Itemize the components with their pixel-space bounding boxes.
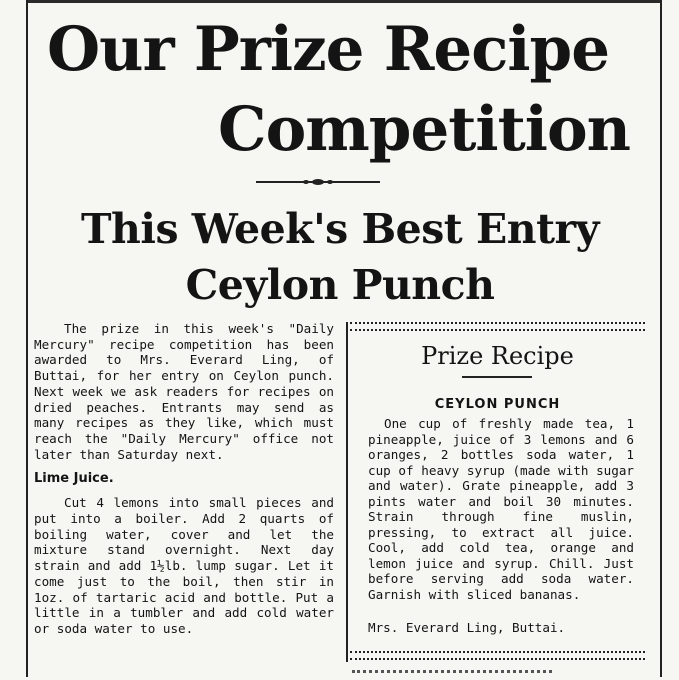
- top-border-rule: [26, 0, 662, 3]
- ornament-divider-icon: [256, 178, 380, 186]
- subheadline-line-2: Ceylon Punch: [185, 261, 495, 309]
- recipe-body: One cup of freshly made tea, 1 pineapple, juice of 3 lemons and 6 oranges, 2 bottles soda water, 1 cup of heavy syrup (made with sugar and water). Grate pineapple, add 3 pints water and boil 30 minutes. Strain through fine muslin, pressing, to extract all juice. Cool, add cold tea, orange and lemon juice and syrup. Chill. Just before serving add soda water. Garnish with sliced bananas.: [368, 416, 634, 602]
- prize-box-side-rule: [346, 322, 348, 662]
- article-column: [34, 321, 334, 637]
- prize-box-top-rule: [350, 322, 645, 331]
- prize-title-underline: [462, 376, 532, 378]
- lime-juice-heading: Lime Juice.: [34, 471, 114, 487]
- left-column-rule: [26, 0, 28, 677]
- prize-box-title: Prize Recipe: [421, 342, 574, 370]
- recipe-signature: Mrs. Everard Ling, Buttai.: [368, 620, 566, 635]
- recipe-name: CEYLON PUNCH: [434, 397, 561, 412]
- headline-line-1: Our Prize Recipe: [47, 14, 610, 85]
- prize-box-bottom-rule: [350, 651, 645, 660]
- headline-line-2: Competition: [218, 94, 630, 165]
- next-article-fragment: [352, 670, 552, 680]
- subheadline-line-1: This Week's Best Entry: [81, 205, 599, 253]
- lime-juice-body: Cut 4 lemons into small pieces and put into a boiler. Add 2 quarts of boiling water, cover and let the mixture stand overnight. Next day strain and add 1½lb. lump sugar. Let it come just to the boil, then stir in 1oz. of tartaric acid and bottle. Put a little in a tumbler and add cold water or soda water to use.: [34, 495, 334, 636]
- right-column-rule: [660, 0, 662, 677]
- article-intro: The prize in this week's "Daily Mercury" recipe competition has been awarded to Mrs. Everard Ling, of Buttai, for her entry on Ceylon punch. Next week we ask readers for recipes on dried peaches. Entrants may send as many recipes as they like, which must reach the "Daily Mercury" office not later than Saturday next.: [34, 321, 334, 462]
